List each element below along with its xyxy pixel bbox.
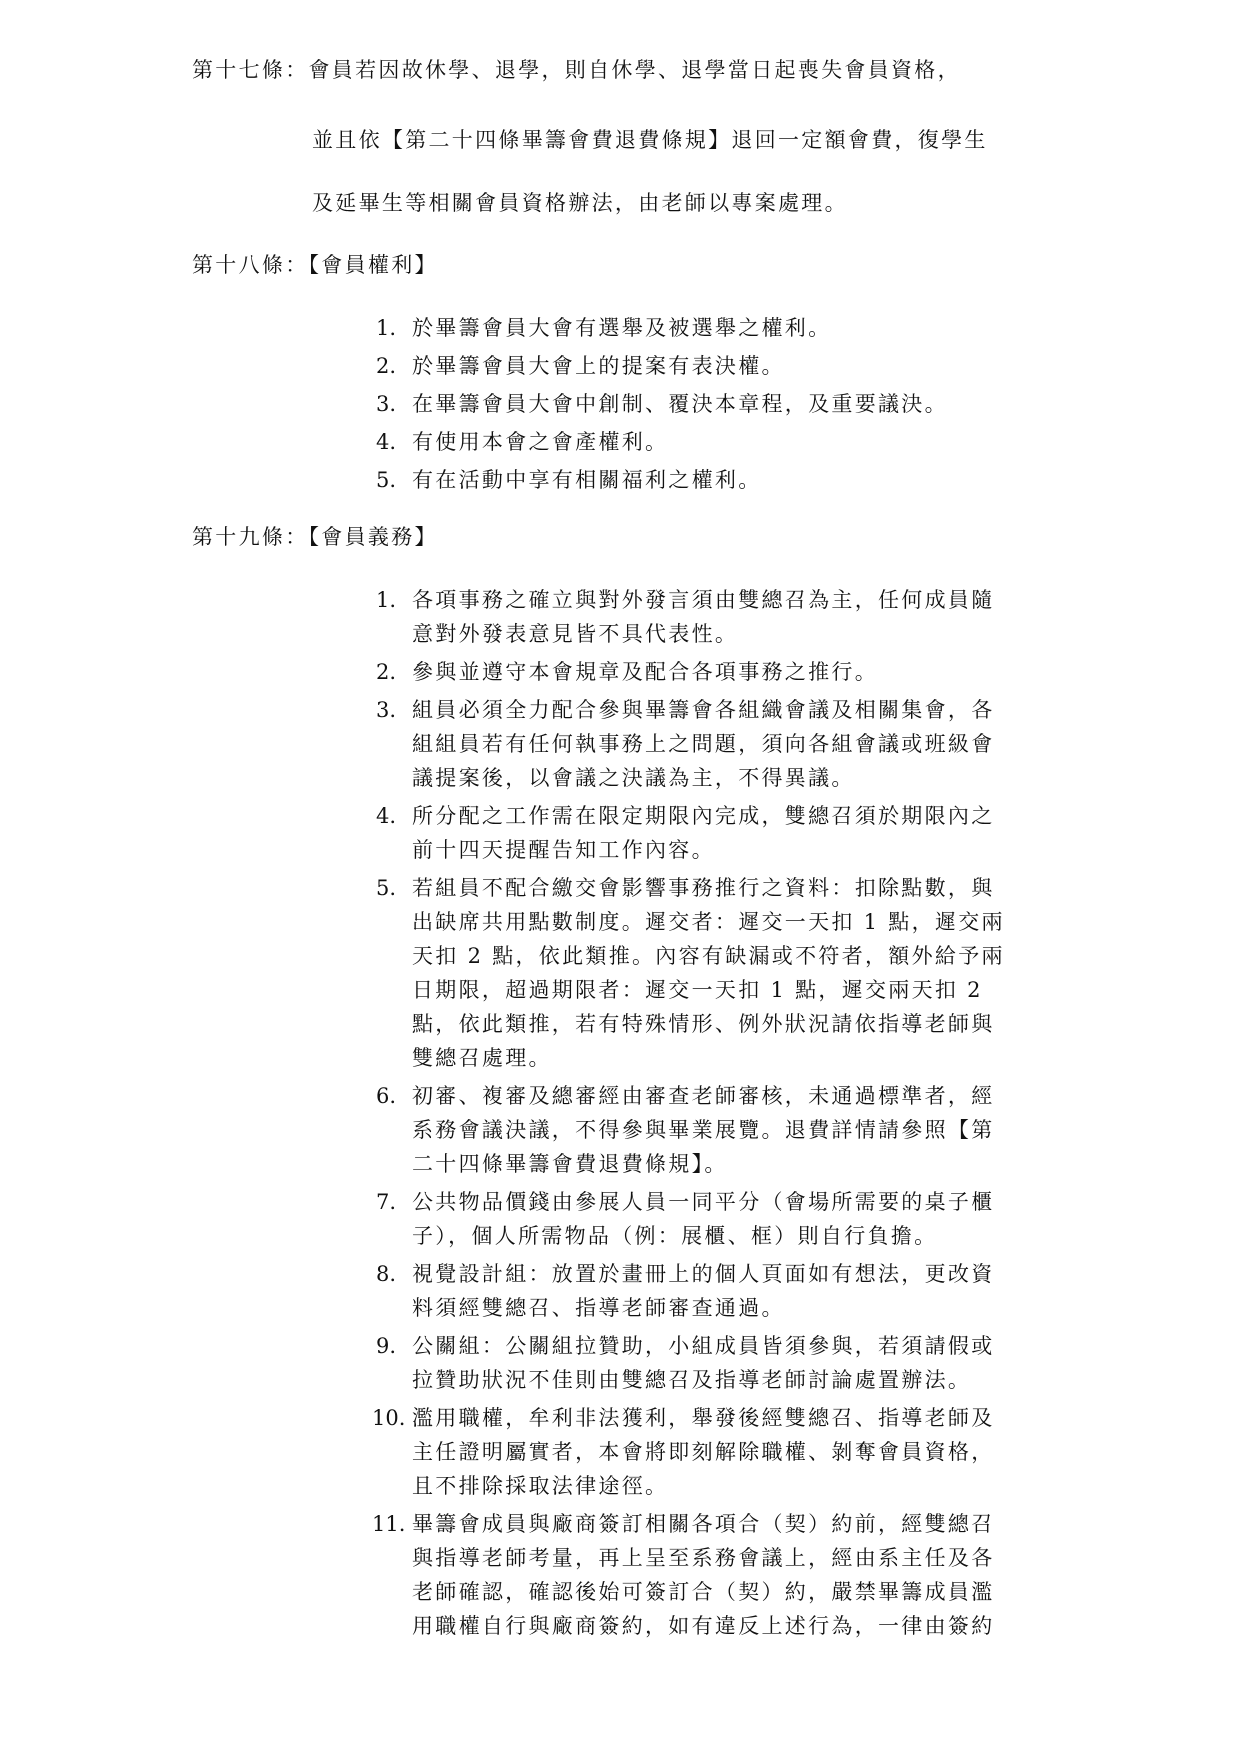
art19-item-5-line-1: 若組員不配合繳交會影響事務推行之資料：扣除點數，與 <box>412 876 995 900</box>
art18-item-1-line-1: 於畢籌會員大會有選舉及被選舉之權利。 <box>412 316 832 340</box>
article-17-line-1: 第十七條：會員若因故休學、退學，則自休學、退學當日起喪失會員資格， <box>192 58 961 82</box>
art19-item-6-number: 6. <box>376 1084 397 1108</box>
art19-item-1-number: 1. <box>376 588 397 612</box>
art19-item-6-line-2: 系務會議決議，不得參與畢業展覽。退費詳情請參照【第 <box>412 1118 995 1142</box>
article-18-heading: 第十八條：【會員權利】 <box>192 253 438 277</box>
art19-item-4-line-2: 前十四天提醒告知工作內容。 <box>412 838 715 862</box>
article-17-line-3: 及延畢生等相關會員資格辦法，由老師以專案處理。 <box>312 191 848 215</box>
art19-item-5-line-2: 出缺席共用點數制度。遲交者：遲交一天扣 1 點，遲交兩 <box>412 910 1005 934</box>
art18-item-1-number: 1. <box>376 316 397 340</box>
art19-item-10-line-3: 且不排除採取法律途徑。 <box>412 1474 669 1498</box>
art19-item-10-number: 10. <box>372 1406 406 1430</box>
art19-item-7-line-2: 子），個人所需物品（例：展櫃、框）則自行負擔。 <box>412 1224 938 1248</box>
article-19-heading: 第十九條：【會員義務】 <box>192 525 438 549</box>
art19-item-11-line-2: 與指導老師考量，再上呈至系務會議上，經由系主任及各 <box>412 1546 995 1570</box>
art19-item-11-number: 11. <box>372 1512 406 1536</box>
art19-item-11-line-1: 畢籌會成員與廠商簽訂相關各項合（契）約前，經雙總召 <box>412 1512 995 1536</box>
art19-item-11-line-3: 老師確認，確認後始可簽訂合（契）約，嚴禁畢籌成員濫 <box>412 1580 995 1604</box>
art19-item-6-line-1: 初審、複審及總審經由審查老師審核，未通過標準者，經 <box>412 1084 995 1108</box>
art18-item-4-line-1: 有使用本會之會產權利。 <box>412 430 669 454</box>
art18-item-5-number: 5. <box>376 468 397 492</box>
art19-item-10-line-1: 濫用職權，牟利非法獲利，舉發後經雙總召、指導老師及 <box>412 1406 995 1430</box>
art19-item-7-number: 7. <box>376 1190 397 1214</box>
art18-item-2-number: 2. <box>376 354 397 378</box>
art19-item-9-line-2: 拉贊助狀況不佳則由雙總召及指導老師討論處置辦法。 <box>412 1368 972 1392</box>
art18-item-3-number: 3. <box>376 392 397 416</box>
article-17-line-2: 並且依【第二十四條畢籌會費退費條規】退回一定額會費，復學生 <box>312 128 988 152</box>
art19-item-3-line-2: 組組員若有任何執事務上之問題，須向各組會議或班級會 <box>412 732 995 756</box>
art19-item-6-line-3: 二十四條畢籌會費退費條規】。 <box>412 1152 728 1176</box>
art19-item-3-line-3: 議提案後，以會議之決議為主，不得異議。 <box>412 766 855 790</box>
art19-item-2-line-1: 參與並遵守本會規章及配合各項事務之推行。 <box>412 660 878 684</box>
art19-item-8-line-1: 視覺設計組：放置於畫冊上的個人頁面如有想法，更改資 <box>412 1262 995 1286</box>
art19-item-5-number: 5. <box>376 876 397 900</box>
art18-item-3-line-1: 在畢籌會員大會中創制、覆決本章程，及重要議決。 <box>412 392 948 416</box>
art19-item-3-line-1: 組員必須全力配合參與畢籌會各組織會議及相關集會，各 <box>412 698 995 722</box>
art18-item-5-line-1: 有在活動中享有相關福利之權利。 <box>412 468 762 492</box>
art19-item-4-line-1: 所分配之工作需在限定期限內完成，雙總召須於期限內之 <box>412 804 995 828</box>
art19-item-11-line-4: 用職權自行與廠商簽約，如有違反上述行為，一律由簽約 <box>412 1614 995 1638</box>
art19-item-9-number: 9. <box>376 1334 397 1358</box>
art18-item-2-line-1: 於畢籌會員大會上的提案有表決權。 <box>412 354 785 378</box>
art19-item-8-line-2: 料須經雙總召、指導老師審查通過。 <box>412 1296 785 1320</box>
art19-item-2-number: 2. <box>376 660 397 684</box>
art19-item-1-line-1: 各項事務之確立與對外發言須由雙總召為主，任何成員隨 <box>412 588 995 612</box>
art19-item-7-line-1: 公共物品價錢由參展人員一同平分（會場所需要的桌子櫃 <box>412 1190 995 1214</box>
art19-item-9-line-1: 公關組：公關組拉贊助，小組成員皆須參與，若須請假或 <box>412 1334 995 1358</box>
art19-item-8-number: 8. <box>376 1262 397 1286</box>
art19-item-3-number: 3. <box>376 698 397 722</box>
art19-item-4-number: 4. <box>376 804 397 828</box>
art19-item-5-line-4: 日期限，超過期限者：遲交一天扣 1 點，遲交兩天扣 2 <box>412 978 983 1002</box>
art19-item-5-line-3: 天扣 2 點，依此類推。內容有缺漏或不符者，額外給予兩 <box>412 944 1005 968</box>
art19-item-5-line-6: 雙總召處理。 <box>412 1046 552 1070</box>
art19-item-1-line-2: 意對外發表意見皆不具代表性。 <box>412 622 739 646</box>
art18-item-4-number: 4. <box>376 430 397 454</box>
art19-item-10-line-2: 主任證明屬實者，本會將即刻解除職權、剝奪會員資格， <box>412 1440 995 1464</box>
art19-item-5-line-5: 點，依此類推，若有特殊情形、例外狀況請依指導老師與 <box>412 1012 995 1036</box>
